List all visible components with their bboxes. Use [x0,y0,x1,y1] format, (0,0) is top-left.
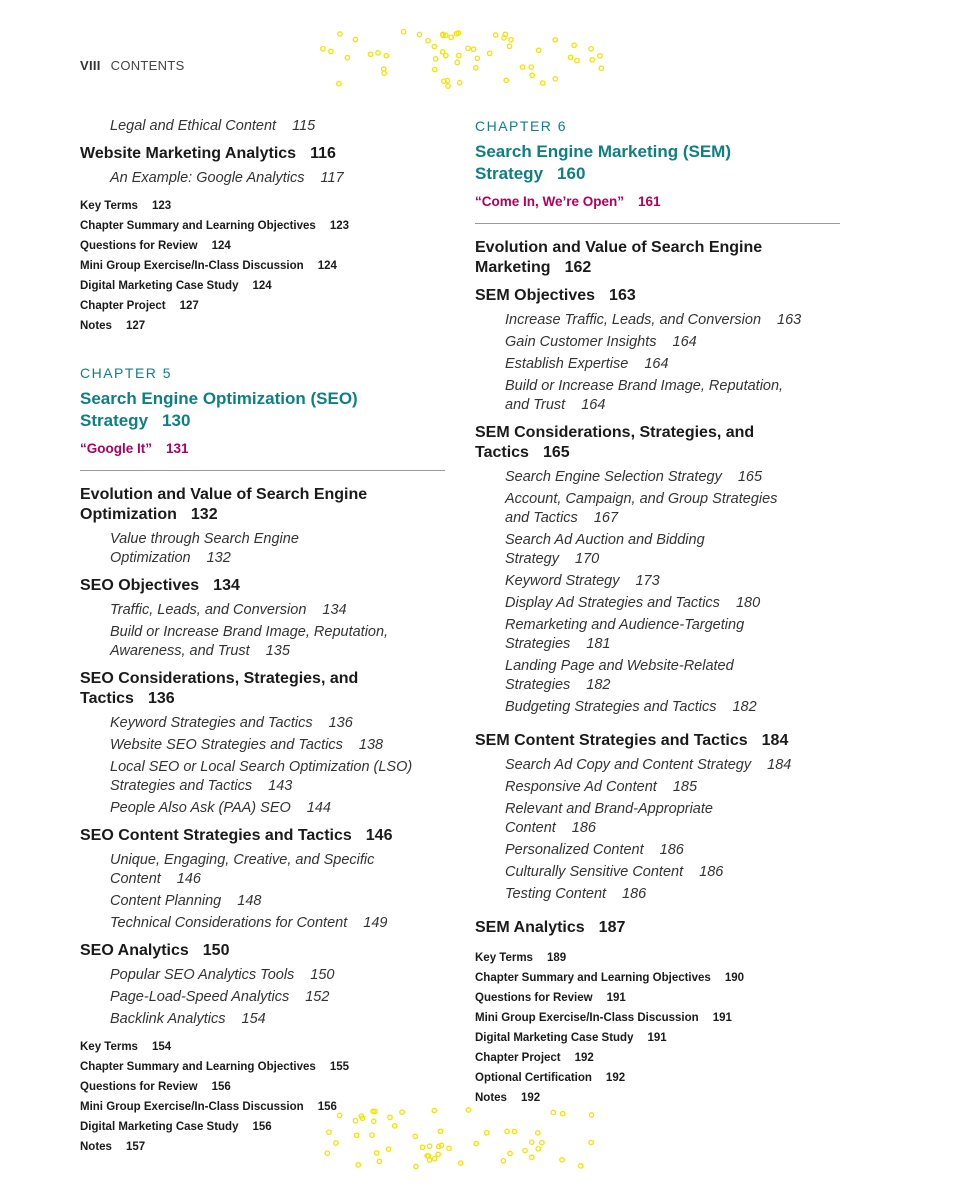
end-item[interactable]: Chapter Summary and Learning Objectives 123 [80,220,350,232]
decorative-dot [589,47,593,51]
end-item[interactable]: Mini Group Exercise/In-Class Discussion 191 [475,1012,732,1024]
page-ref: 146 [365,827,393,844]
chapter-opener[interactable]: “Google It” 131 [80,441,189,456]
decorative-dot [575,58,579,62]
decorative-dot [337,82,341,86]
end-item[interactable]: Key Terms 123 [80,200,172,212]
decorative-dot [505,1129,509,1133]
decorative-dot [541,81,545,85]
toc-section[interactable]: SEM Objectives 163 [475,287,636,304]
toc-subentry[interactable]: Unique, Engaging, Creative, and Specific Content 146 [110,852,375,887]
page-ref: 115 [292,118,316,134]
decorative-dot [488,51,492,55]
chapter-opener[interactable]: “Come In, We’re Open” 161 [475,194,661,209]
toc-subentry[interactable]: Gain Customer Insights 164 [505,334,697,350]
toc-subentry[interactable]: Establish Expertise 164 [505,356,669,372]
page-ref: 187 [598,919,626,936]
decorative-dot [433,67,437,71]
decorative-dot [434,57,438,61]
toc-subentry[interactable]: Personalized Content 186 [505,842,684,858]
decorative-dot [432,44,436,48]
toc-subentry[interactable]: Build or Increase Brand Image, Reputation, Awareness, and Trust 135 [110,624,389,659]
decorative-dot [579,1164,583,1168]
end-item[interactable]: Optional Certification 192 [475,1072,626,1084]
page-ref: 134 [213,577,240,594]
decorative-dot [536,1147,540,1151]
toc-subentry[interactable]: Traffic, Leads, and Conversion 134 [110,602,347,618]
toc-subentry[interactable]: Keyword Strategy 173 [505,573,660,589]
decorative-dot [345,56,349,60]
decorative-dot [321,47,325,51]
decorative-dot [401,30,405,34]
decorative-dot [551,1110,555,1114]
decorative-dot [338,32,342,36]
decorative-dot [509,38,513,42]
toc-subentry[interactable]: Legal and Ethical Content 115 [110,118,316,134]
decorative-dot [529,65,533,69]
decorative-dot [471,47,475,51]
end-item[interactable]: Digital Marketing Case Study 191 [475,1032,667,1044]
end-item[interactable]: Questions for Review 124 [80,240,231,252]
decorative-dot [523,1148,527,1152]
chapter-title[interactable]: Search Engine Marketing (SEM) Strategy 160 [475,142,731,183]
page-ref: 165 [542,444,570,461]
decorative-dot [536,48,540,52]
toc-section[interactable]: SEM Analytics 187 [475,919,626,936]
end-item[interactable]: Notes 127 [80,320,146,332]
end-item[interactable]: Chapter Summary and Learning Objectives 190 [475,972,745,984]
decorative-dot [512,1129,516,1133]
toc-subentry[interactable]: Search Ad Copy and Content Strategy 184 [505,757,792,773]
end-item[interactable]: Chapter Project 192 [475,1052,594,1064]
toc-subentry[interactable]: Testing Content 186 [505,886,647,902]
decorative-dot [560,1158,564,1162]
page-ref: 116 [310,145,336,162]
decorative-dot [446,84,450,88]
chapter-end-list [80,196,450,336]
toc-subentry[interactable]: An Example: Google Analytics 117 [110,170,344,186]
toc-subentry[interactable]: Local SEO or Local Search Optimization (LSO) Strategies and Tactics 143 [110,759,413,794]
decorative-dot [457,53,461,57]
decorative-dot [377,1159,381,1163]
decorative-dot [485,1131,489,1135]
decorative-dot [530,1155,534,1159]
end-item[interactable]: Questions for Review 156 [80,1081,231,1093]
toc-subentry[interactable]: Responsive Ad Content 185 [505,779,698,795]
toc-subentry[interactable]: Technical Considerations for Content 149 [110,915,388,931]
toc-subentry[interactable]: Backlink Analytics 154 [110,1011,266,1027]
page-ref: 184 [761,732,789,749]
decorative-dot [449,35,453,39]
page-ref: 136 [147,690,175,707]
end-item[interactable]: Notes 157 [80,1141,146,1153]
decorative-dot [455,60,459,64]
decorative-dot [553,77,557,81]
decorative-dot [520,65,524,69]
toc-subentry[interactable]: Build or Increase Brand Image, Reputation, and Trust 164 [505,378,784,413]
toc-subentry[interactable]: Budgeting Strategies and Tactics 182 [505,699,757,715]
toc-subentry[interactable]: Relevant and Brand-Appropriate Content 186 [505,801,713,836]
page-ref: 117 [320,170,344,186]
toc-section[interactable]: SEO Objectives 134 [80,577,240,594]
decorative-dot [417,32,421,36]
page-ref: 131 [166,441,189,456]
decorative-dot [501,1159,505,1163]
running-head [80,58,185,73]
decorative-dot [590,58,594,62]
decorative-dot [353,37,357,41]
end-item[interactable]: Mini Group Exercise/In-Class Discussion 124 [80,260,337,272]
decorative-dot [368,52,372,56]
decorative-dot [572,43,576,47]
toc-section[interactable]: Evolution and Value of Search Engine Optimization 132 [80,486,368,523]
divider [80,470,445,471]
toc-section[interactable]: SEO Analytics 150 [80,942,230,959]
chapter-label: CHAPTER 5 [80,365,173,381]
page-ref: 132 [190,506,218,523]
toc-section[interactable]: SEO Considerations, Strategies, and Tactics 136 [80,670,359,707]
end-item[interactable]: Chapter Project 127 [80,300,199,312]
decorative-dot [440,50,444,54]
end-item[interactable]: Questions for Review 191 [475,992,626,1004]
page-ref: 150 [202,942,230,959]
toc-subentry[interactable]: Display Ad Strategies and Tactics 180 [505,595,761,611]
toc-section[interactable]: SEM Content Strategies and Tactics 184 [475,732,789,749]
decorative-dot [459,1161,463,1165]
decorative-dot [540,1141,544,1145]
toc-subentry[interactable]: Remarketing and Audience-Targeting Strategies 181 [505,617,745,652]
decorative-dot [474,1141,478,1145]
decorative-dot [561,1112,565,1116]
toc-section[interactable]: SEM Considerations, Strategies, and Tactics 165 [475,424,755,461]
decorative-dot [504,78,508,82]
decorative-dot-pattern-top [310,26,610,92]
decorative-dot [475,56,479,60]
toc-subentry[interactable]: Landing Page and Website-Related Strategies 182 [505,658,734,693]
page-number: VIII [80,58,101,73]
page-ref: 163 [609,287,636,304]
decorative-dot [376,51,380,55]
decorative-dot [568,55,572,59]
toc-section[interactable]: Website Marketing Analytics 116 [80,145,336,162]
end-item[interactable]: Mini Group Exercise/In-Class Discussion 156 [80,1101,337,1113]
decorative-dot [426,39,430,43]
toc-subentry[interactable]: Content Planning 148 [110,893,262,909]
toc-subentry[interactable]: Keyword Strategies and Tactics 136 [110,715,353,731]
decorative-dot [466,1108,470,1112]
toc-subentry[interactable]: Value through Search Engine Optimization 132 [110,531,299,566]
decorative-dot [530,1140,534,1144]
toc-subentry[interactable]: Search Engine Selection Strategy 165 [505,469,763,485]
toc-subentry[interactable]: Search Ad Auction and Bidding Strategy 170 [505,532,705,567]
end-item[interactable]: Key Terms 154 [80,1041,172,1053]
toc-right-column [475,117,845,1108]
decorative-dot [589,1113,593,1117]
page-ref: 130 [162,411,191,430]
chapter-label: CHAPTER 6 [475,118,568,134]
decorative-dot [599,66,603,70]
chapter-title[interactable]: Search Engine Optimization (SEO) Strategy 130 [80,389,358,430]
decorative-dot [530,73,534,77]
decorative-dot [507,44,511,48]
chapter-end-list [475,948,845,1108]
page-ref: 160 [557,164,586,183]
end-item[interactable]: Digital Marketing Case Study 156 [80,1121,272,1133]
decorative-dot [356,1163,360,1167]
decorative-dot [508,1151,512,1155]
decorative-dot [466,46,470,50]
page-ref: 161 [638,194,661,209]
decorative-dot [474,66,478,70]
toc-section[interactable]: Evolution and Value of Search Engine Marketing 162 [475,239,763,276]
end-item[interactable]: Chapter Summary and Learning Objectives 155 [80,1061,350,1073]
decorative-dot [536,1131,540,1135]
running-head-label: CONTENTS [110,58,185,73]
toc-left-column [80,117,450,1157]
toc-subentry[interactable]: Popular SEO Analytics Tools 150 [110,967,335,983]
divider [475,223,840,224]
decorative-dot [589,1140,593,1144]
toc-subentry[interactable]: Account, Campaign, and Group Strategies and Tactics 167 [505,491,778,526]
decorative-dot [329,49,333,53]
toc-subentry[interactable]: People Also Ask (PAA) SEO 144 [110,800,331,816]
chapter-end-list [80,1037,450,1157]
toc-subentry[interactable]: Increase Traffic, Leads, and Conversion 163 [505,312,802,328]
decorative-dot [494,33,498,37]
toc-subentry[interactable]: Page-Load-Speed Analytics 152 [110,989,330,1005]
toc-subentry[interactable]: Culturally Sensitive Content 186 [505,864,724,880]
end-item[interactable]: Key Terms 189 [475,952,567,964]
decorative-dot [414,1164,418,1168]
end-item[interactable]: Notes 192 [475,1092,541,1104]
decorative-dot [598,54,602,58]
decorative-dot [384,54,388,58]
decorative-dot [458,80,462,84]
page-ref: 162 [564,259,592,276]
toc-section[interactable]: SEO Content Strategies and Tactics 146 [80,827,393,844]
decorative-dot [433,1157,437,1161]
end-item[interactable]: Digital Marketing Case Study 124 [80,280,272,292]
toc-subentry[interactable]: Website SEO Strategies and Tactics 138 [110,737,384,753]
decorative-dot [553,38,557,42]
